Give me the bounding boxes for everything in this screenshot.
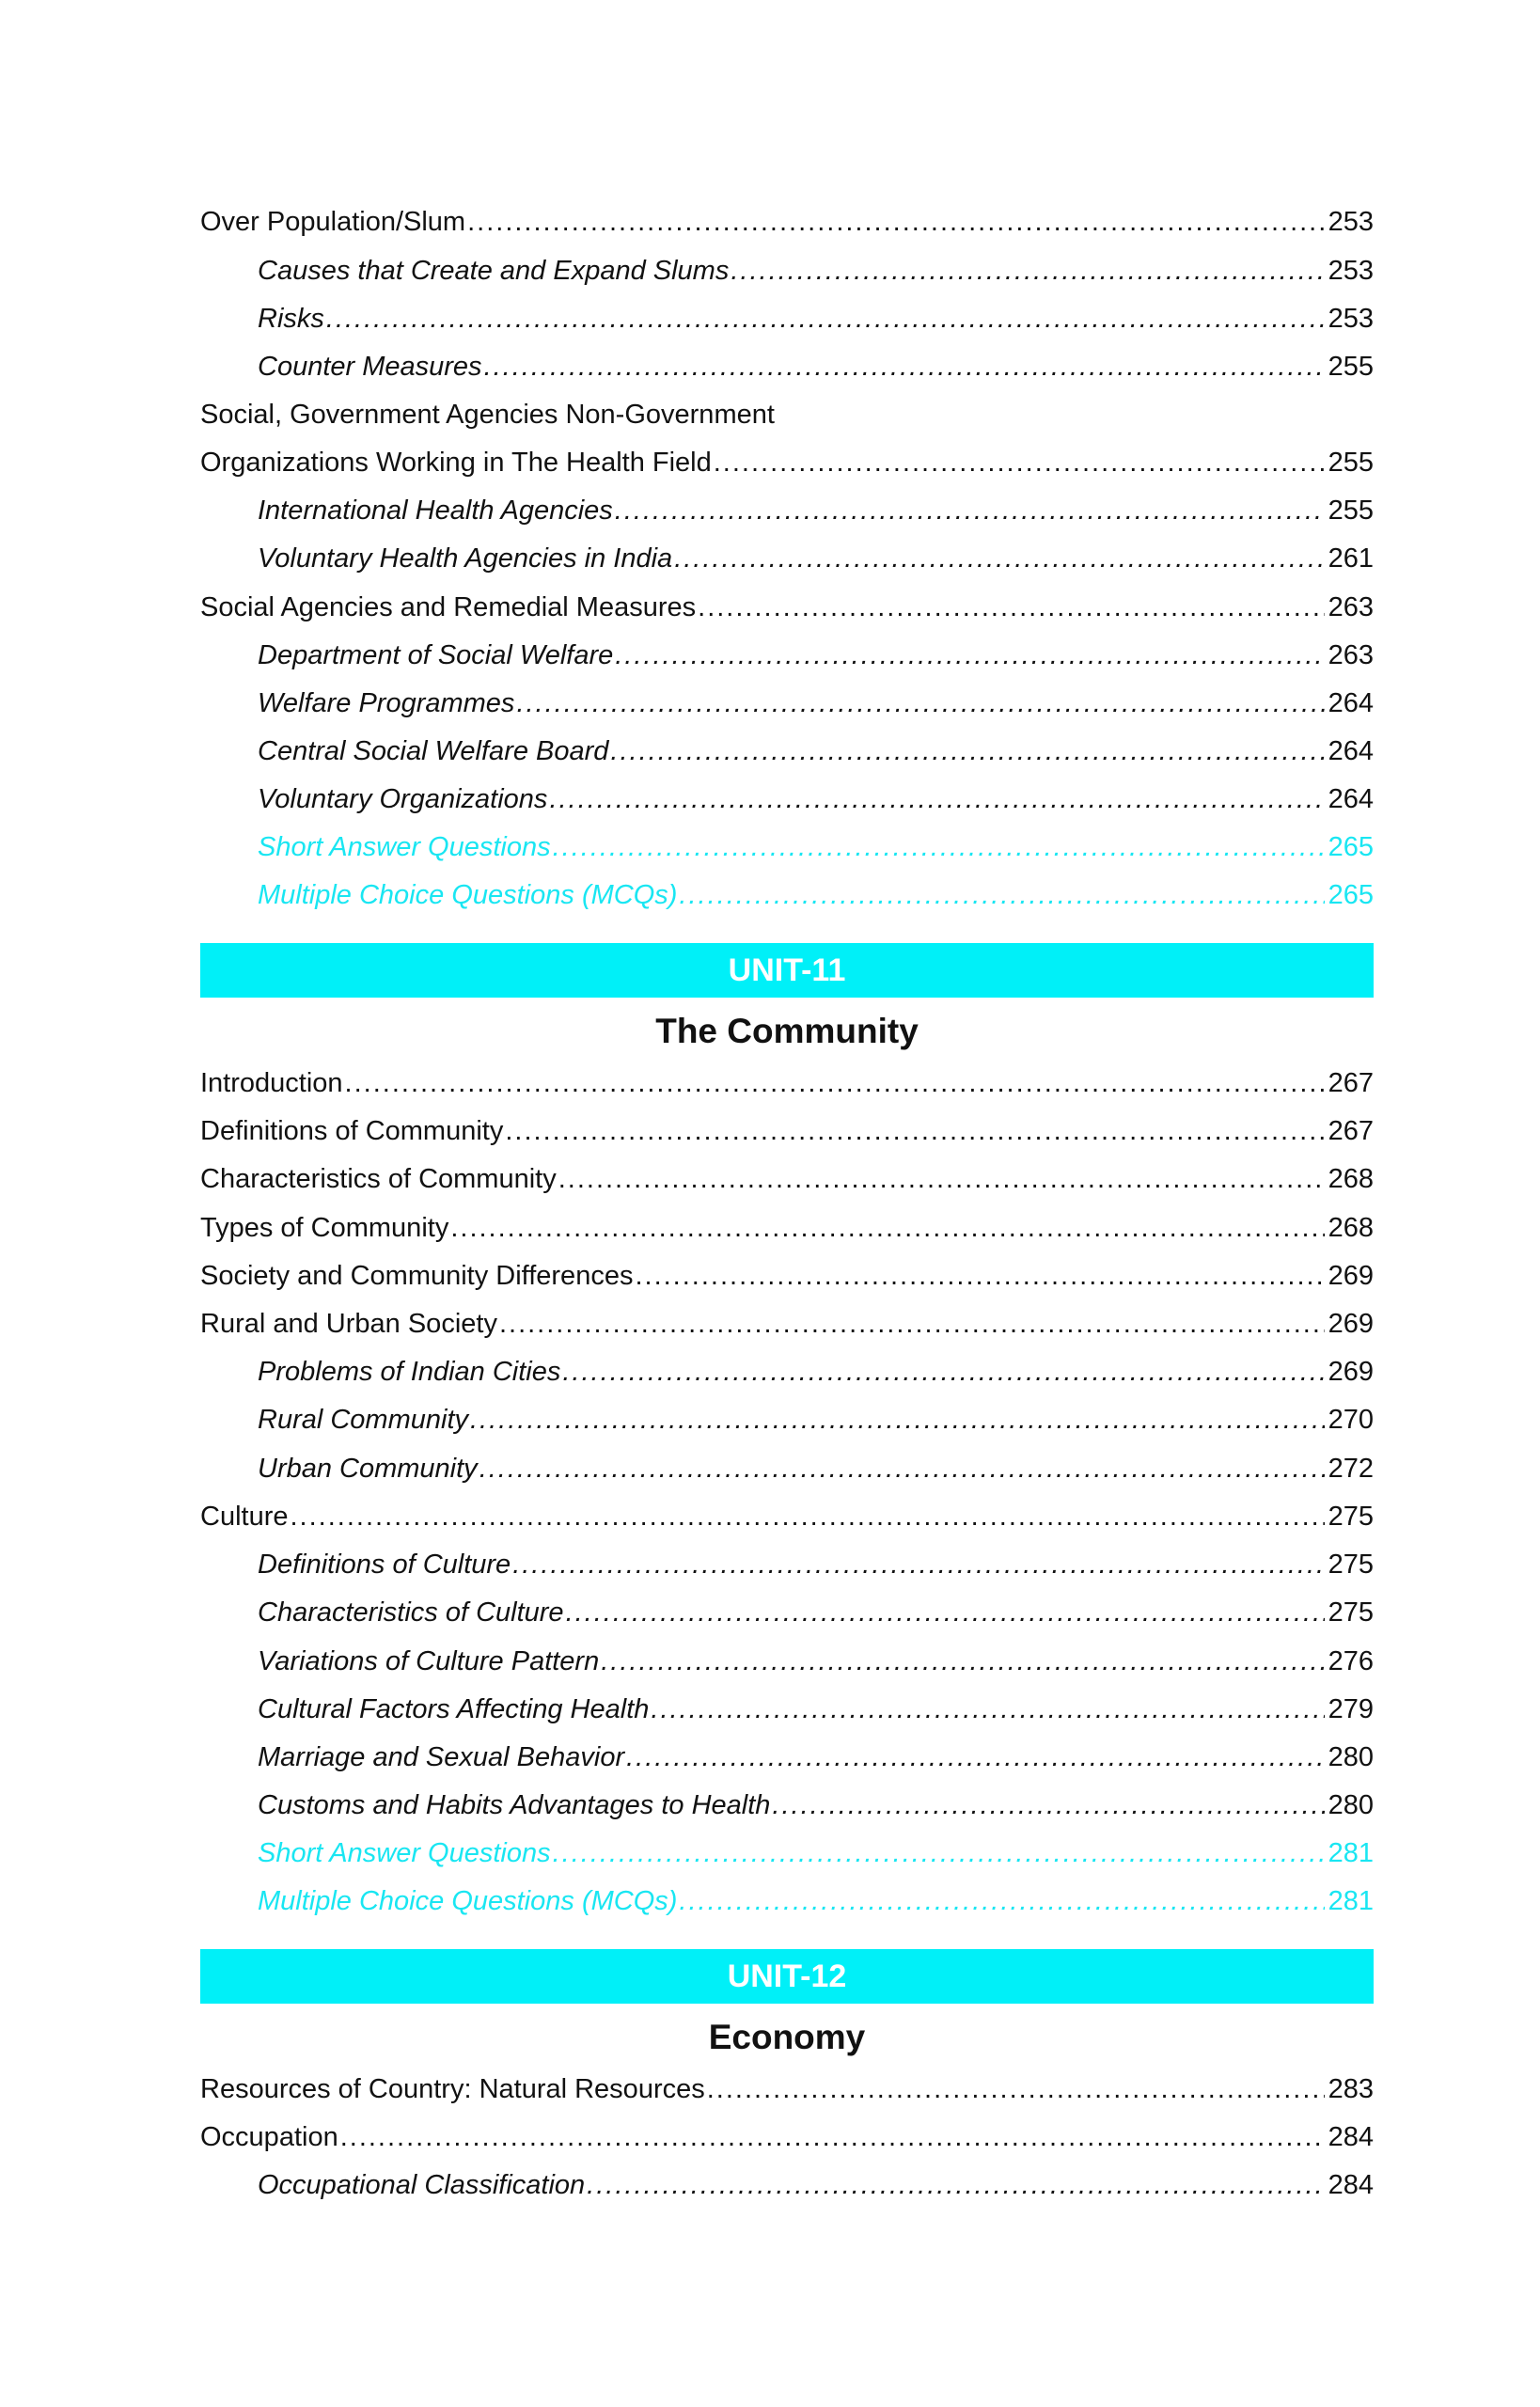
entry-page: 255 xyxy=(1328,448,1374,478)
entry-page: 283 xyxy=(1328,2074,1374,2104)
toc-entry[interactable] xyxy=(200,587,1374,628)
leader-dots xyxy=(499,1303,1325,1345)
entry-title: Department of Social Welfare xyxy=(258,640,614,670)
entry-title: Short Answer Questions xyxy=(258,1838,551,1868)
leader-dots xyxy=(553,1833,1325,1874)
leader-dots xyxy=(479,1448,1325,1489)
toc-subentry[interactable] xyxy=(258,2164,1374,2206)
entry-page: 265 xyxy=(1328,832,1374,862)
entry-title: Short Answer Questions xyxy=(258,832,551,862)
leader-dots xyxy=(601,1641,1324,1682)
leader-dots xyxy=(340,2116,1325,2158)
entry-title: Urban Community xyxy=(258,1454,478,1484)
entry-page: 272 xyxy=(1328,1454,1374,1484)
entry-title: Voluntary Health Agencies in India xyxy=(258,543,673,574)
entry-title: Cultural Factors Affecting Health xyxy=(258,1694,650,1724)
leader-dots xyxy=(615,490,1325,531)
entry-title: Definitions of Community xyxy=(200,1116,504,1146)
toc-entry[interactable] xyxy=(200,1207,1374,1249)
leader-dots xyxy=(558,1158,1325,1200)
entry-title: International Health Agencies xyxy=(258,496,613,526)
entry-page: 255 xyxy=(1328,496,1374,526)
toc-subentry[interactable] xyxy=(258,250,1374,291)
toc-subentry-mcq[interactable] xyxy=(258,1880,1374,1922)
entry-page: 268 xyxy=(1328,1164,1374,1194)
toc-subentry-questions[interactable] xyxy=(258,1833,1374,1874)
toc-subentry[interactable] xyxy=(258,635,1374,676)
leader-dots xyxy=(651,1689,1324,1730)
entry-page: 261 xyxy=(1328,543,1374,574)
leader-dots xyxy=(326,298,1325,339)
entry-page: 263 xyxy=(1328,592,1374,622)
toc-entry[interactable] xyxy=(200,442,1374,483)
entry-page: 280 xyxy=(1328,1742,1374,1772)
entry-page: 275 xyxy=(1328,1550,1374,1580)
entry-page: 255 xyxy=(1328,352,1374,382)
entry-page: 281 xyxy=(1328,1886,1374,1916)
unit-11-banner: UNIT-11 xyxy=(200,943,1374,998)
toc-entry[interactable] xyxy=(200,1303,1374,1345)
entry-page: 269 xyxy=(1328,1261,1374,1291)
entry-title: Causes that Create and Expand Slums xyxy=(258,256,730,286)
unit-12-banner: UNIT-12 xyxy=(200,1949,1374,2004)
leader-dots xyxy=(772,1785,1324,1826)
entry-title: Social Agencies and Remedial Measures xyxy=(200,592,697,622)
leader-dots xyxy=(679,874,1324,916)
entry-title: Characteristics of Community xyxy=(200,1164,557,1194)
entry-title: Problems of Indian Cities xyxy=(258,1357,561,1387)
entry-page: 269 xyxy=(1328,1309,1374,1339)
entry-page: 253 xyxy=(1328,304,1374,334)
toc-subentry[interactable] xyxy=(258,1399,1374,1440)
leader-dots xyxy=(707,2069,1325,2110)
toc-subentry[interactable] xyxy=(258,1689,1374,1730)
toc-subentry[interactable] xyxy=(258,779,1374,820)
entry-title: Types of Community xyxy=(200,1213,449,1243)
entry-page: 264 xyxy=(1328,688,1374,718)
toc-entry[interactable] xyxy=(200,1496,1374,1537)
entry-title: Welfare Programmes xyxy=(258,688,515,718)
leader-dots xyxy=(467,201,1325,243)
entry-title: Occupational Classification xyxy=(258,2170,586,2200)
entry-page: 253 xyxy=(1328,256,1374,286)
entry-title: Marriage and Sexual Behavior xyxy=(258,1742,625,1772)
entry-title: Society and Community Differences xyxy=(200,1261,634,1291)
toc-subentry[interactable] xyxy=(258,538,1374,579)
entry-page: 284 xyxy=(1328,2122,1374,2152)
leader-dots xyxy=(626,1737,1324,1778)
toc-subentry[interactable] xyxy=(258,346,1374,387)
entry-page: 280 xyxy=(1328,1790,1374,1820)
leader-dots xyxy=(291,1496,1325,1537)
entry-page: 281 xyxy=(1328,1838,1374,1868)
toc-subentry[interactable] xyxy=(258,1785,1374,1826)
entry-title: Voluntary Organizations xyxy=(258,784,548,814)
entry-title: Occupation xyxy=(200,2122,338,2152)
entry-page: 267 xyxy=(1328,1068,1374,1098)
entry-page: 253 xyxy=(1328,207,1374,237)
leader-dots xyxy=(679,1880,1324,1922)
entry-page: 284 xyxy=(1328,2170,1374,2200)
toc-entry-heading xyxy=(200,394,1374,435)
toc-subentry[interactable] xyxy=(258,1351,1374,1392)
leader-dots xyxy=(345,1062,1325,1104)
leader-dots xyxy=(587,2164,1324,2206)
entry-title: Central Social Welfare Board xyxy=(258,736,609,766)
entry-page: 269 xyxy=(1328,1357,1374,1387)
toc-subentry[interactable] xyxy=(258,1592,1374,1633)
entry-title: Definitions of Culture xyxy=(258,1550,511,1580)
toc-entry[interactable] xyxy=(200,201,1374,243)
leader-dots xyxy=(553,826,1325,868)
leader-dots xyxy=(615,635,1324,676)
toc-subentry[interactable] xyxy=(258,1544,1374,1585)
entry-title: Organizations Working in The Health Field xyxy=(200,448,712,478)
entry-page: 264 xyxy=(1328,736,1374,766)
entry-title: Rural and Urban Society xyxy=(200,1309,497,1339)
leader-dots xyxy=(505,1110,1324,1152)
toc-entry[interactable] xyxy=(200,1255,1374,1297)
entry-page: 267 xyxy=(1328,1116,1374,1146)
toc-entry[interactable] xyxy=(200,1062,1374,1104)
toc-entry[interactable] xyxy=(200,1110,1374,1152)
entry-title: Social, Government Agencies Non-Government xyxy=(200,400,775,430)
toc-entry[interactable] xyxy=(200,1158,1374,1200)
entry-page: 279 xyxy=(1328,1694,1374,1724)
entry-page: 268 xyxy=(1328,1213,1374,1243)
unit-11-title: The Community xyxy=(655,1012,919,1050)
leader-dots xyxy=(549,779,1324,820)
toc-entry[interactable] xyxy=(200,2069,1374,2110)
leader-dots xyxy=(484,346,1325,387)
entry-title: Culture xyxy=(200,1502,289,1532)
leader-dots xyxy=(512,1544,1324,1585)
entry-title: Resources of Country: Natural Resources xyxy=(200,2074,705,2104)
entry-title: Introduction xyxy=(200,1068,343,1098)
toc-subentry[interactable] xyxy=(258,1737,1374,1778)
toc-subentry[interactable] xyxy=(258,683,1374,724)
entry-page: 270 xyxy=(1328,1405,1374,1435)
toc-subentry[interactable] xyxy=(258,731,1374,772)
leader-dots xyxy=(635,1255,1324,1297)
entry-page: 276 xyxy=(1328,1646,1374,1676)
toc-subentry-questions[interactable] xyxy=(258,826,1374,868)
toc-subentry[interactable] xyxy=(258,298,1374,339)
leader-dots xyxy=(731,250,1324,291)
toc-entry[interactable] xyxy=(200,2116,1374,2158)
entry-page: 263 xyxy=(1328,640,1374,670)
leader-dots xyxy=(698,587,1324,628)
entry-title: Multiple Choice Questions (MCQs) xyxy=(258,1886,678,1916)
leader-dots xyxy=(450,1207,1324,1249)
toc-subentry-mcq[interactable] xyxy=(258,874,1374,916)
entry-page: 265 xyxy=(1328,880,1374,910)
entry-title: Over Population/Slum xyxy=(200,207,466,237)
leader-dots xyxy=(610,731,1324,772)
toc-subentry[interactable] xyxy=(258,1448,1374,1489)
toc-subentry[interactable] xyxy=(258,1641,1374,1682)
entry-title: Risks xyxy=(258,304,324,334)
entry-page: 264 xyxy=(1328,784,1374,814)
entry-title: Variations of Culture Pattern xyxy=(258,1646,600,1676)
leader-dots xyxy=(562,1351,1324,1392)
leader-dots xyxy=(566,1592,1325,1633)
entry-title: Multiple Choice Questions (MCQs) xyxy=(258,880,678,910)
entry-title: Customs and Habits Advantages to Health xyxy=(258,1790,771,1820)
toc-subentry[interactable] xyxy=(258,490,1374,531)
leader-dots xyxy=(516,683,1324,724)
leader-dots xyxy=(714,442,1325,483)
leader-dots xyxy=(674,538,1324,579)
entry-title: Characteristics of Culture xyxy=(258,1597,564,1628)
entry-page: 275 xyxy=(1328,1502,1374,1532)
entry-page: 275 xyxy=(1328,1597,1374,1628)
entry-title: Counter Measures xyxy=(258,352,482,382)
unit-12-title: Economy xyxy=(708,2018,866,2056)
leader-dots xyxy=(470,1399,1325,1440)
entry-title: Rural Community xyxy=(258,1405,468,1435)
